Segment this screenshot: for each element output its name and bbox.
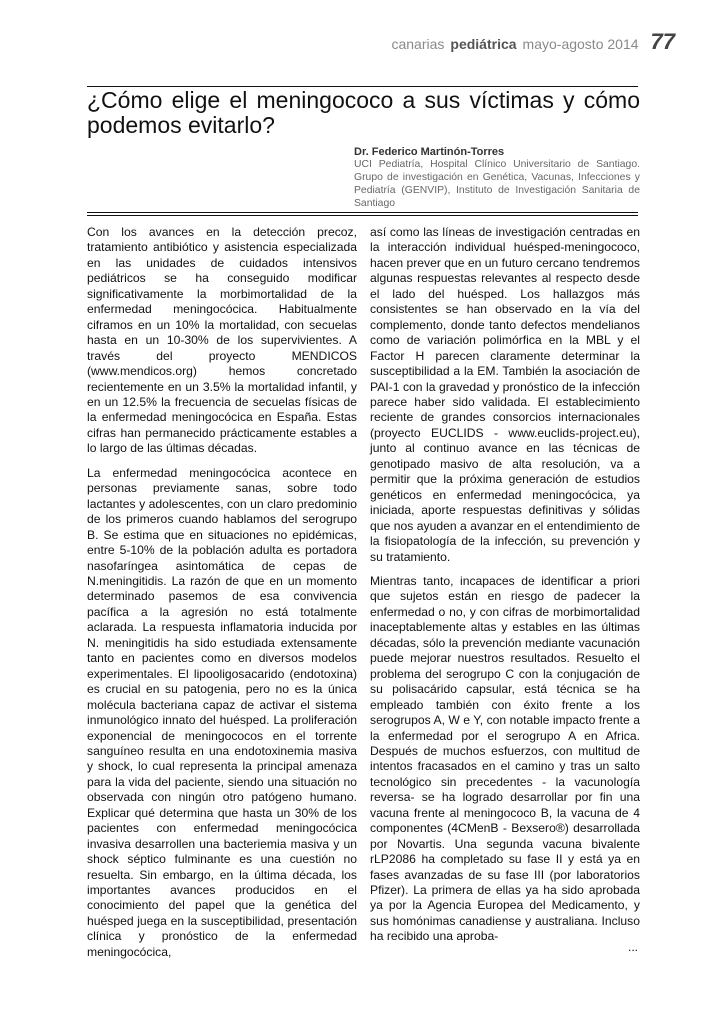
journal-name: pediátrica bbox=[450, 36, 517, 52]
running-head bbox=[391, 29, 675, 55]
continuation-mark: ... bbox=[627, 940, 638, 954]
left-column bbox=[87, 225, 357, 960]
paragraph: Con los avances en la detección precoz, tratamiento antibiótico y asistencia especializada en las unidades de cuidados intensivos pediátricos se ha conseguido modificar significativamente la morbimortalidad de la enfermedad meningocócica. Habitualmente ciframos en un 10% la mortalidad, con secuelas hasta en un 10-30% de los supervivientes. A través del proyecto MENDICOS (www.mendicos.org) hemos concretado recientemente en un 3.5% la mortalidad infantil, y en un 12.5% la frecuencia de secuelas físicas de la enfermedad meningocócica en España. Estas cifras han permanecido prácticamente estables a lo largo de las últimas décadas. bbox=[87, 225, 357, 456]
body-top-rule-secondary bbox=[87, 215, 638, 216]
article-title: ¿Cómo elige el meningococo a sus víctimas y cómo podemos evitarlo? bbox=[87, 87, 640, 138]
paragraph: La enfermedad meningocócica acontece en personas previamente sanas, sobre todo lactantes y adolescentes, con un claro predominio de los primeros cuando hablamos del serogrupo B. Se estima que en situaciones no epidémicas, entre 5-10% de la población adulta es portadora nasofaríngea asintomática de cepas de N.meningitidis. La razón de que en un momento determinado pasemos de esa convivencia pacífica a la agresión no está totalmente aclarada. La respuesta inflamatoria inducida por N. meningitidis ha sido estudiada extensamente tanto en pacientes como en diversos modelos experimentales. El lipooligosacarido (endotoxina) es crucial en su patogenia, pero no es la única molécula bacteriana capaz de activar el sistema inmunológico innato del huésped. La proliferación exponencial de meningococos en el torrente sanguíneo resulta en una endotoxinemia masiva y shock, lo cual representa la principal amenaza para la vida del paciente, siendo una situación no observada con ningún otro patógeno humano. Explicar qué determina que hasta un 30% de los pacientes con enfermedad meningocócica invasiva desarrollen una bacteriemia masiva y un shock séptico fulminante es una cuestión no resuelta. Sin embargo, en la última década, los importantes avances producidos en el conocimiento del papel que la genética del huésped juega en la susceptibilidad, presentación clínica y pronóstico de la enfermedad meningocócica, bbox=[87, 465, 357, 959]
journal-prefix: canarias bbox=[391, 36, 445, 52]
byline bbox=[354, 145, 640, 211]
paragraph: así como las líneas de investigación centradas en la interacción individual huésped-meningococo, hacen prever que en un futuro cercano tendremos algunas respuestas relevantes al respecto desde el lado del huésped. Los hallazgos más consistentes se han observado en la vía del complemento, donde tanto defectos mendelianos como de variación polimórfica en la MBL y el Factor H parecen claramente determinar la susceptibilidad a la EM. También la asociación de PAI-1 con la gravedad y pronóstico de la infección parece haber sido validada. El establecimiento reciente de grandes consorcios internacionales (proyecto EUCLIDS - www.euclids-project.eu), junto al continuo avance en las técnicas de genotipado masivo de alta resolución, va a permitir que la próxima generación de estudios genéticos en enfermedad meningocócica, ya iniciada, aporte respuestas definitivas y sólidas que nos ayuden a avanzar en el entendimiento de la fisiopatología de la infección, su prevención y su tratamiento. bbox=[370, 225, 640, 564]
author-name: Dr. Federico Martinón-Torres bbox=[354, 146, 505, 158]
page-number: 77 bbox=[650, 29, 675, 54]
issue-date: mayo-agosto 2014 bbox=[522, 36, 639, 52]
author-affiliation: UCI Pediatría, Hospital Clínico Universitario de Santiago. Grupo de investigación en Genética, Vacunas, Infecciones y Pediatría (GENVIP), Instituto de Investigación Sanitaria de Santiago bbox=[354, 159, 640, 209]
body-top-rule bbox=[87, 212, 638, 213]
paragraph: Mientras tanto, incapaces de identificar a priori que sujetos están en riesgo de padecer la enfermedad o no, y con cifras de morbimortalidad inaceptablemente altas y estables en las últimas décadas, sólo la prevención mediante vacunación puede mejorar nuestros resultados. Resuelto el problema del serogrupo C con la conjugación de su polisacárido capsular, está técnica se ha empleado también con éxito frente a los serogrupos A, W e Y, con notable impacto frente a la enfermedad por el serogrupo A en Africa. Después de muchos esfuerzos, con multitud de intentos fracasados en el camino y tras un salto tecnológico sin precedentes - la vacunología reversa- se ha logrado desarrollar por fin una vacuna frente al meningococo B, la vacuna de 4 componentes (4CMenB - Bexsero®) desarrollada por Novartis. Una segunda vacuna bivalente rLP2086 ha completado su fase II y está ya en fases avanzadas de su fase III (por laboratorios Pfizer). La primera de ellas ya ha sido aprobada ya por la Agencia Europea del Medicamento, y sus homónimas canadiense y australiana. Incluso ha recibido una aproba- bbox=[370, 573, 640, 944]
right-column bbox=[370, 225, 640, 945]
